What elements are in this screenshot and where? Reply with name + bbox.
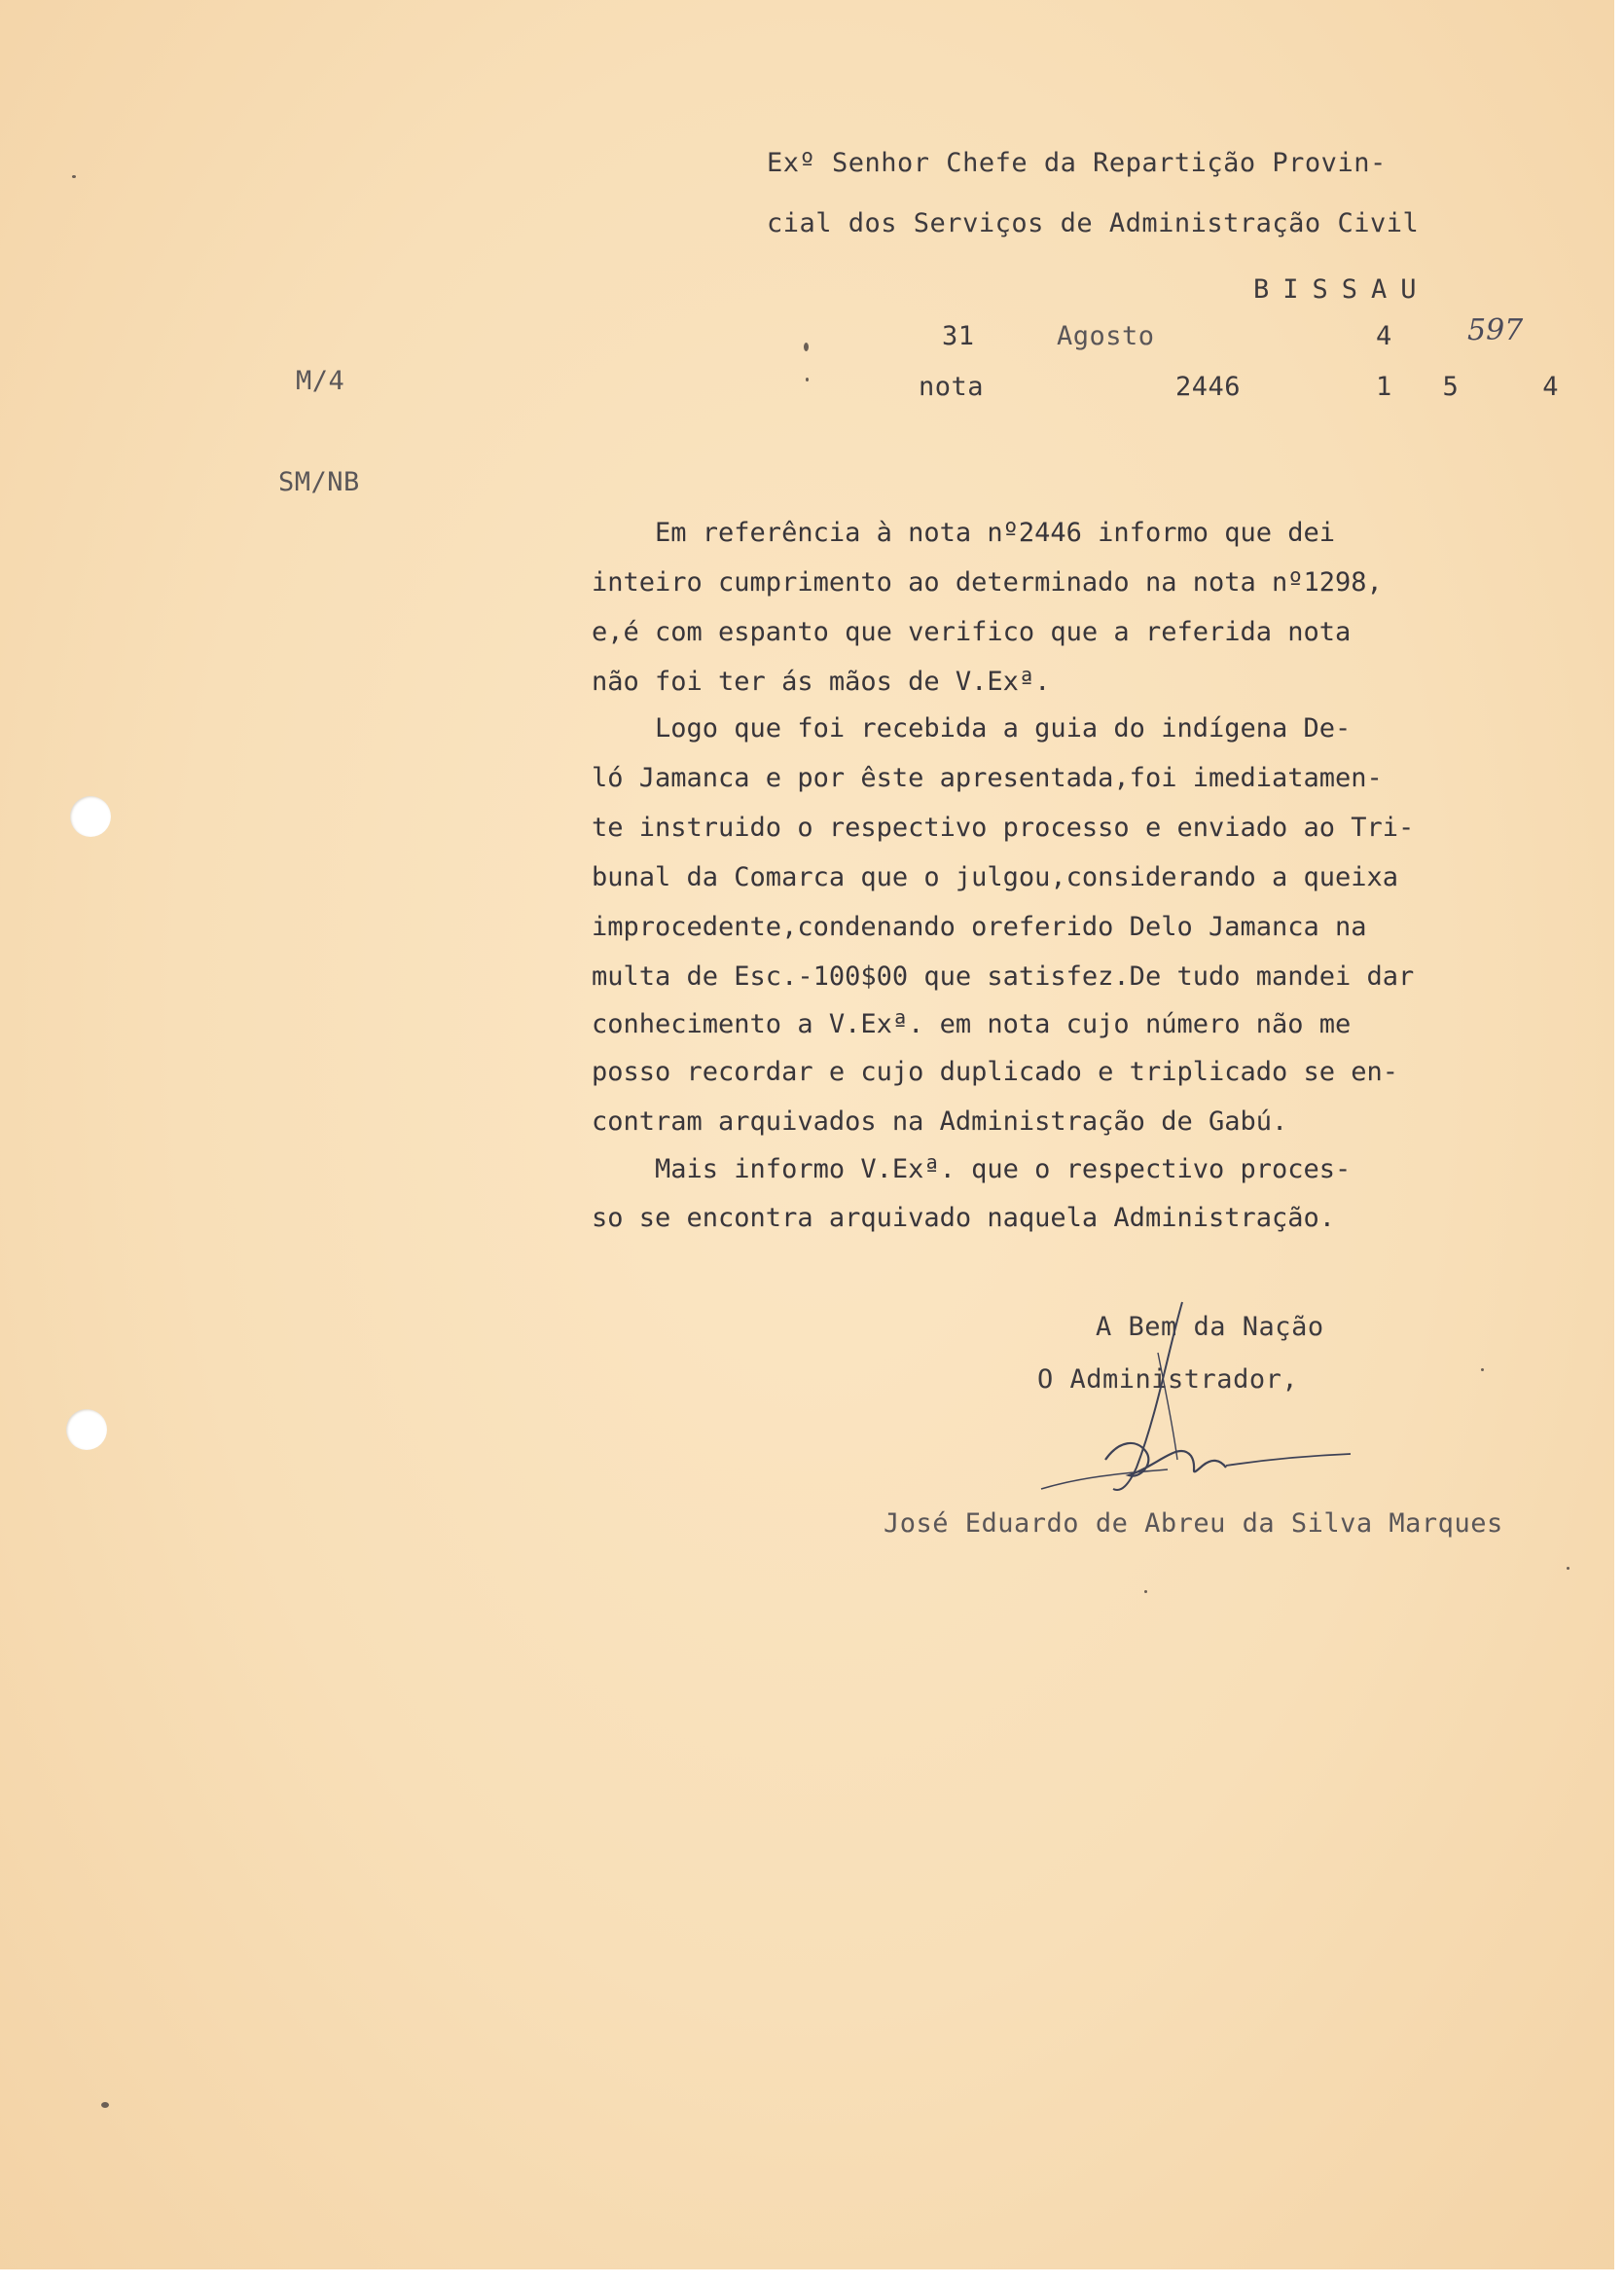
scan-border-right bbox=[1614, 0, 1624, 2285]
body-line: Em referência à nota nº2446 informo que dei bbox=[592, 518, 1336, 548]
punch-hole-upper bbox=[70, 796, 111, 837]
year-digit: 4 bbox=[1376, 321, 1392, 351]
body-line: improcedente,condenando oreferido Delo Jamanca na bbox=[592, 912, 1367, 942]
punch-hole-lower bbox=[66, 1409, 107, 1450]
handwritten-signature bbox=[1012, 1294, 1362, 1508]
recipient-line-1: Exº Senhor Chefe da Repartição Provin- bbox=[767, 148, 1387, 178]
body-line: posso recordar e cujo duplicado e triplicado se en- bbox=[592, 1057, 1399, 1087]
scan-border-bottom bbox=[0, 2269, 1624, 2285]
nota-label: nota bbox=[919, 372, 985, 402]
body-line: Logo que foi recebida a guia do indígena De- bbox=[592, 713, 1352, 744]
body-line: inteiro cumprimento ao determinado na nota nº1298, bbox=[592, 567, 1383, 598]
body-line: so se encontra arquivado naquela Administração. bbox=[592, 1203, 1336, 1233]
paper-speck bbox=[101, 2102, 109, 2108]
body-line: não foi ter ás mãos de V.Exª. bbox=[592, 667, 1051, 697]
handwritten-number: 597 bbox=[1467, 313, 1524, 347]
paper-speck bbox=[804, 343, 809, 351]
closing-salutation: A Bem da Nação bbox=[1096, 1312, 1324, 1342]
paper-speck bbox=[806, 378, 809, 381]
body-line: e,é com espanto que verifico que a referida nota bbox=[592, 617, 1352, 647]
body-line: bunal da Comarca que o julgou,considerando a queixa bbox=[592, 862, 1399, 892]
body-line: te instruido o respectivo processo e enviado ao Tri- bbox=[592, 813, 1415, 843]
paper-speck bbox=[72, 175, 76, 178]
city-name: BISSAU bbox=[1253, 274, 1430, 305]
body-line: ló Jamanca e por êste apresentada,foi imediatamen- bbox=[592, 763, 1383, 793]
margin-code-smnb: SM/NB bbox=[278, 467, 360, 497]
signatory-name: José Eduardo de Abreu da Silva Marques bbox=[884, 1508, 1503, 1539]
paper-speck bbox=[1481, 1368, 1484, 1371]
body-line: contram arquivados na Administração de Gabú. bbox=[592, 1106, 1288, 1137]
margin-code-m4: M/4 bbox=[296, 366, 345, 396]
body-line: multa de Esc.-100$00 que satisfez.De tudo mandei dar bbox=[592, 961, 1415, 992]
date-day: 31 bbox=[942, 321, 975, 351]
closing-title: O Administrador, bbox=[1037, 1364, 1299, 1395]
reference-code-digits: 1 5 4 bbox=[1376, 372, 1576, 402]
body-line: Mais informo V.Exª. que o respectivo proces- bbox=[592, 1154, 1352, 1184]
recipient-line-2: cial dos Serviços de Administração Civil bbox=[767, 208, 1420, 238]
paper-speck bbox=[1144, 1590, 1147, 1593]
body-line: conhecimento a V.Exª. em nota cujo número não me bbox=[592, 1009, 1352, 1039]
nota-number: 2446 bbox=[1175, 372, 1242, 402]
paper-speck bbox=[1567, 1567, 1570, 1570]
date-month: Agosto bbox=[1057, 321, 1155, 351]
